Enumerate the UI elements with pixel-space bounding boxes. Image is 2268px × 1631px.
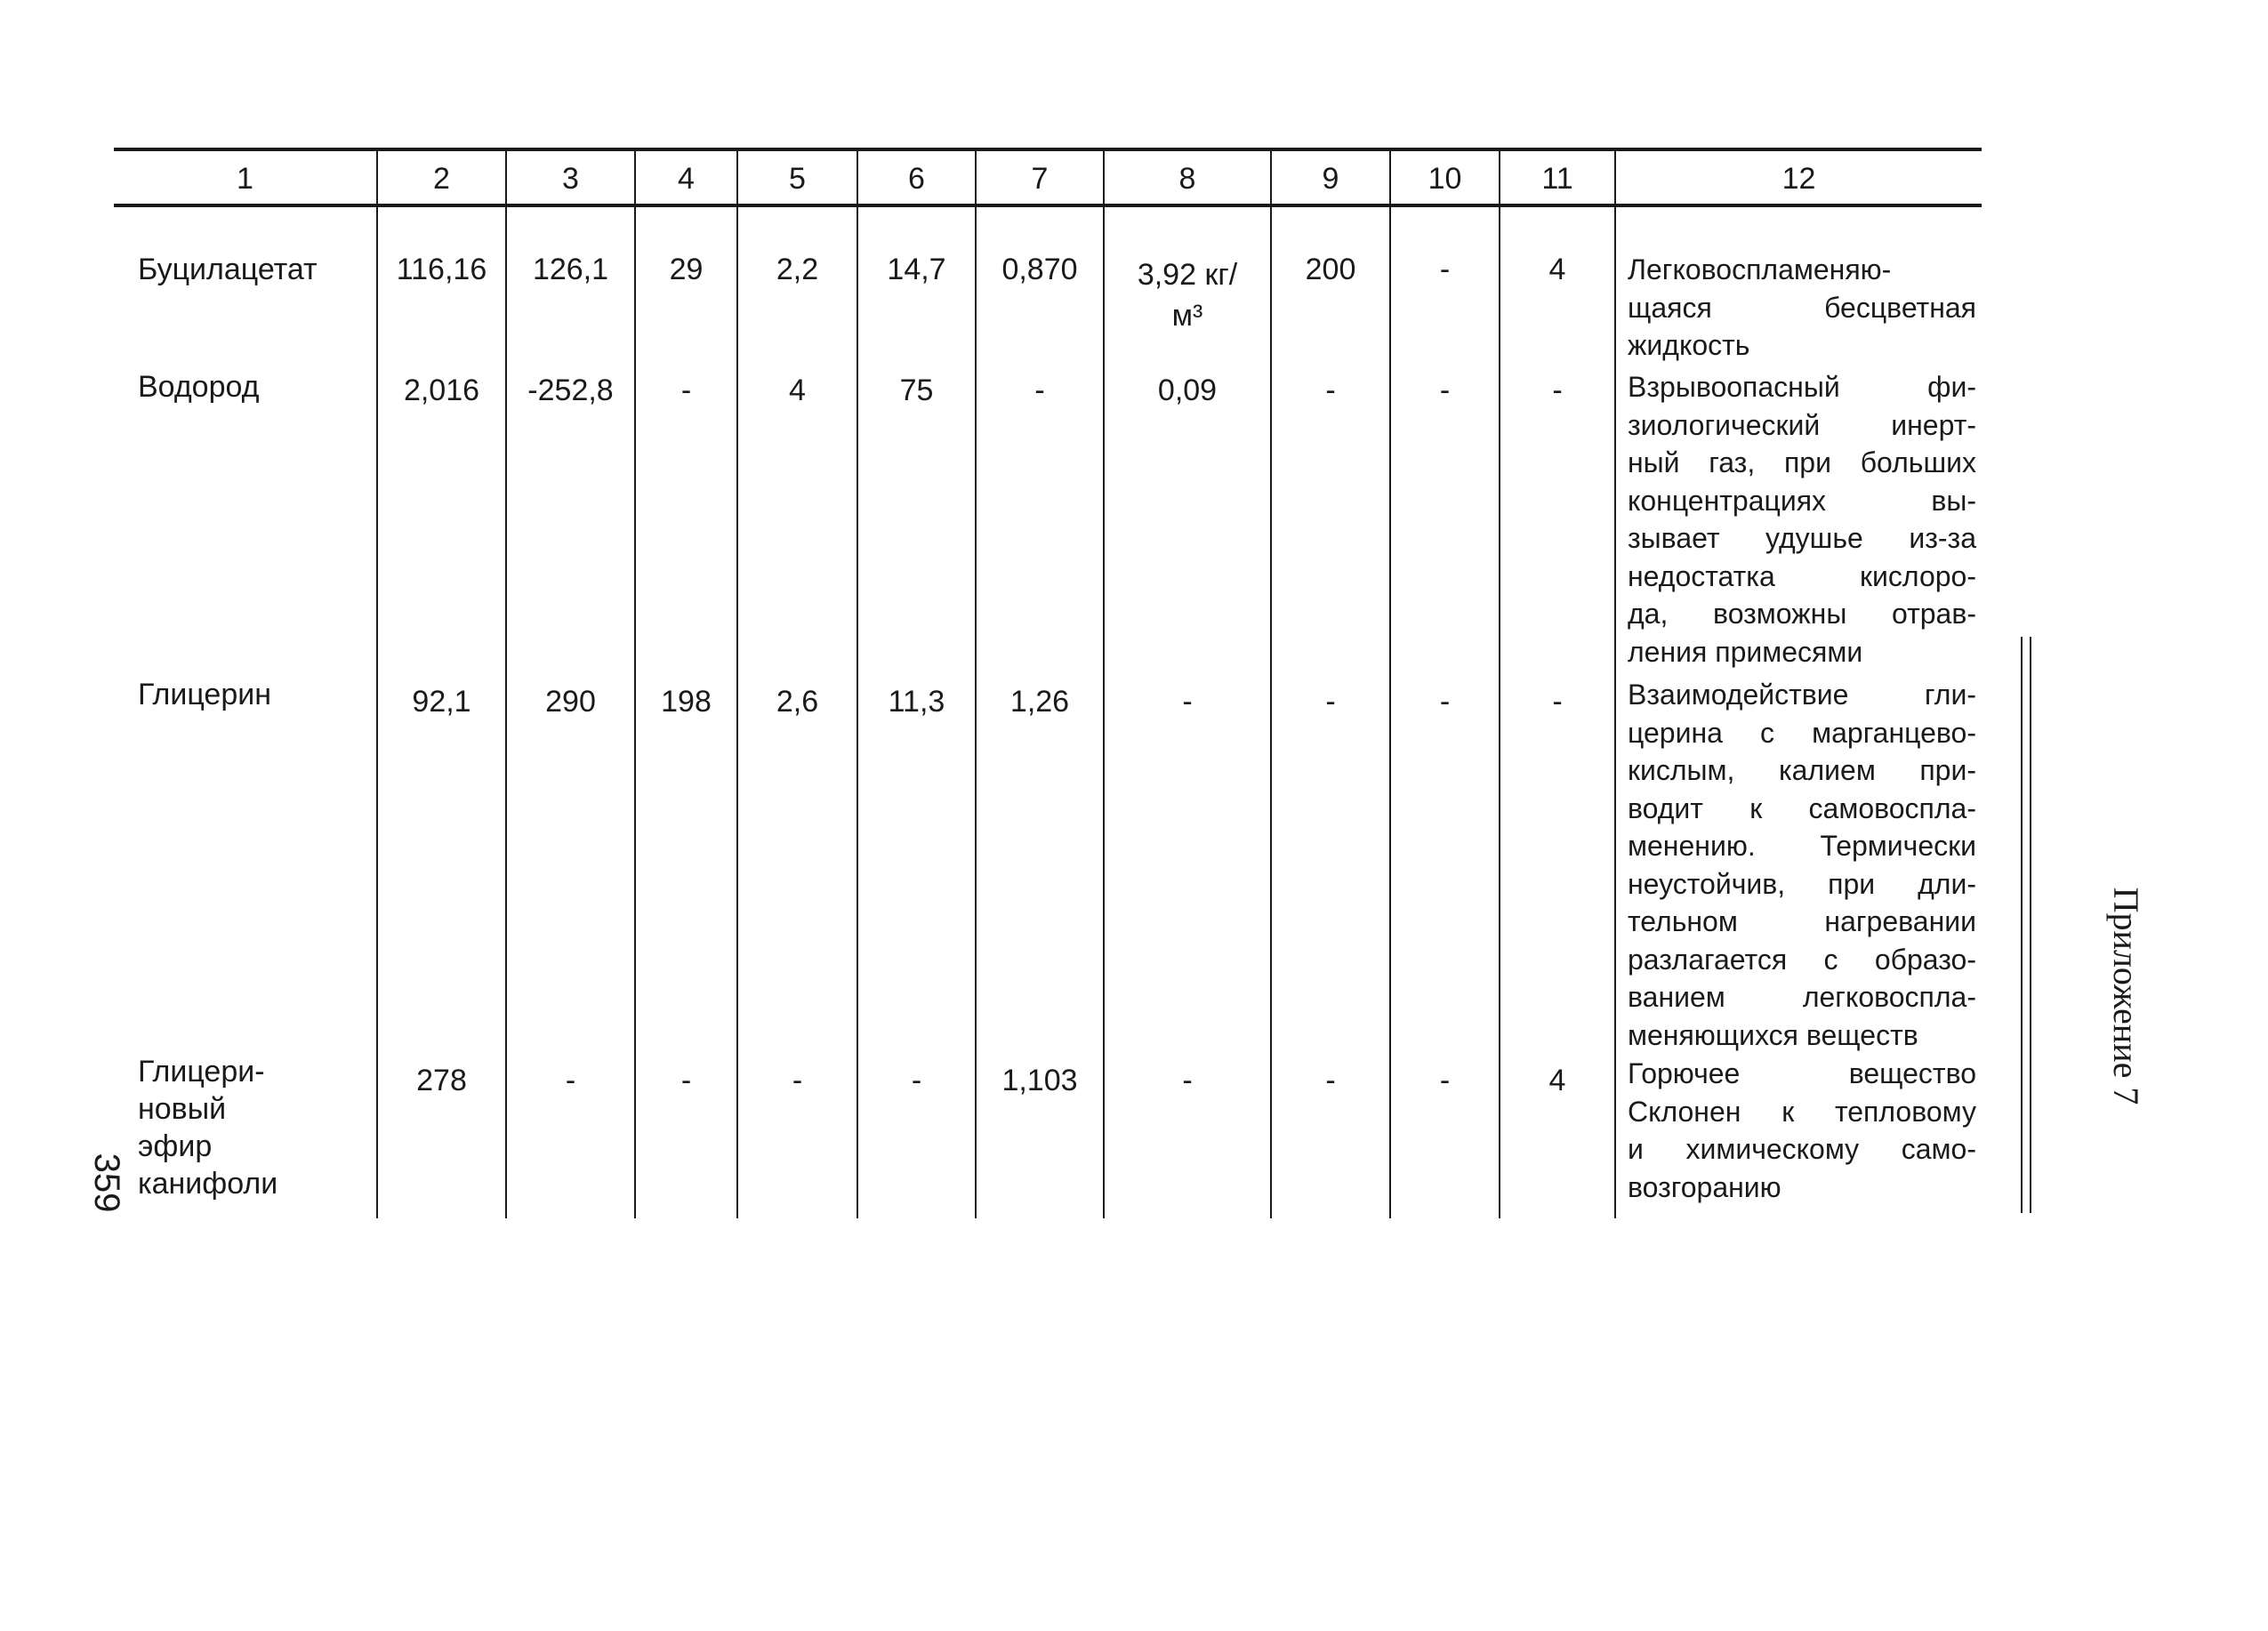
value-cell: 0,870 [1001, 253, 1078, 286]
note-line: разлагается с образо- [1628, 943, 1976, 976]
value-cell: 75 [899, 374, 934, 407]
value-cell: 11,3 [888, 685, 945, 719]
description-note [1628, 368, 1976, 671]
substance-name-line: Глицери- [138, 1055, 265, 1089]
value-cell: -252,8 [527, 374, 614, 407]
substance-name: Глицерин [138, 678, 272, 711]
header-col-7: 7 [1031, 162, 1049, 196]
value-cell: - [1439, 685, 1451, 719]
value-cell: - [1439, 1064, 1451, 1097]
note-line: церина с марганцево- [1628, 716, 1976, 749]
note-line: зиологический инерт- [1628, 408, 1976, 441]
note-line: и химическому само- [1628, 1133, 1976, 1165]
substance-name-line: новый [138, 1092, 227, 1126]
value-cell: - [1552, 685, 1563, 719]
value-cell: 14,7 [887, 253, 946, 286]
value-cell: - [1325, 685, 1336, 719]
value-cell: 198 [661, 685, 712, 719]
value-cell: 200 [1305, 253, 1356, 286]
appendix-label: Приложение 7 [2106, 887, 2146, 1105]
substance-name [138, 1053, 360, 1202]
value-cell: - [1182, 1064, 1193, 1097]
value-cell: - [565, 1064, 576, 1097]
header-col-9: 9 [1322, 162, 1339, 196]
note-line: зывает удушье из-за [1628, 522, 1976, 554]
value-cell: 126,1 [532, 253, 609, 286]
header-col-1: 1 [237, 162, 253, 196]
description-note [1628, 251, 1976, 365]
value-cell: - [1439, 374, 1451, 407]
note-line: неустойчив, при дли- [1628, 867, 1976, 900]
note-line: жидкость [1628, 329, 1750, 361]
note-line: ванием легковоспла- [1628, 981, 1976, 1013]
value-cell: 1,26 [1009, 685, 1070, 719]
value-cell: 4 [789, 374, 806, 407]
value-cell: 4 [1548, 1064, 1566, 1097]
value-cell: 29 [669, 253, 704, 286]
note-line: менению. Термически [1628, 830, 1976, 862]
value-cell: 92,1 [412, 685, 471, 719]
header-col-10: 10 [1428, 162, 1462, 196]
note-line: Склонен к тепловому [1628, 1095, 1976, 1128]
value-cell: - [1552, 374, 1563, 407]
side-rule [2030, 637, 2031, 1213]
note-line: ный газ, при больших [1628, 446, 1976, 478]
description-note [1628, 1055, 1976, 1206]
note-line: кислым, калием при- [1628, 754, 1976, 786]
header-col-3: 3 [562, 162, 579, 196]
note-line: тельном нагревании [1628, 905, 1976, 937]
header-col-4: 4 [678, 162, 695, 196]
value-cell: - [680, 1064, 692, 1097]
page-number: 359 [87, 1153, 126, 1213]
value-cell: 290 [545, 685, 596, 719]
description-note [1628, 676, 1976, 1054]
note-line: щаяся бесцветная [1628, 291, 1976, 324]
value-cell: 2,2 [776, 253, 819, 286]
substance-name-line: канифоли [138, 1167, 278, 1201]
value-cell: - [1325, 1064, 1336, 1097]
value-cell: 2,6 [776, 685, 819, 719]
note-line: водит к самовоспла- [1628, 791, 1976, 824]
value-cell-unit: м³ [1171, 299, 1203, 333]
column-separator [1614, 151, 1616, 1218]
value-cell: 116,16 [396, 253, 487, 286]
note-line: Взаимодействие гли- [1628, 679, 1976, 711]
header-col-12: 12 [1781, 162, 1816, 196]
note-line: ления примесями [1628, 635, 1863, 668]
note-line: да, возможны отрав- [1628, 598, 1976, 630]
note-line: возгоранию [1628, 1170, 1781, 1203]
substance-name: Буцилацетат [138, 253, 318, 286]
value-cell: 0,09 [1157, 374, 1218, 407]
header-col-11: 11 [1541, 162, 1573, 196]
note-line: Взрывоопасный фи- [1628, 371, 1976, 403]
side-rule [2021, 637, 2023, 1213]
value-cell: - [1325, 374, 1336, 407]
value-cell: - [911, 1064, 922, 1097]
value-cell: 2,016 [403, 374, 480, 407]
substance-name-line: эфир [138, 1129, 213, 1163]
value-cell: - [1034, 374, 1045, 407]
substance-name: Водород [138, 370, 260, 404]
header-col-6: 6 [908, 162, 925, 196]
header-bottom-rule [114, 204, 1982, 207]
note-line: Легковоспламеняю- [1628, 253, 1892, 285]
value-cell: - [1182, 685, 1193, 719]
header-col-2: 2 [433, 162, 450, 196]
value-cell: 3,92 кг/ [1137, 258, 1238, 292]
header-col-5: 5 [789, 162, 806, 196]
value-cell: - [1439, 253, 1451, 286]
value-cell: - [792, 1064, 803, 1097]
value-cell: 4 [1548, 253, 1566, 286]
note-line: концентрациях вы- [1628, 484, 1976, 517]
note-line: меняющихся веществ [1628, 1018, 1918, 1051]
value-cell: - [680, 374, 692, 407]
value-cell: 1,103 [1001, 1064, 1078, 1097]
header-col-8: 8 [1178, 162, 1196, 196]
table-top-rule [114, 148, 1982, 151]
value-cell: 278 [416, 1064, 467, 1097]
note-line: недостатка кислоро- [1628, 559, 1976, 592]
note-line: Горючее вещество [1628, 1057, 1976, 1089]
